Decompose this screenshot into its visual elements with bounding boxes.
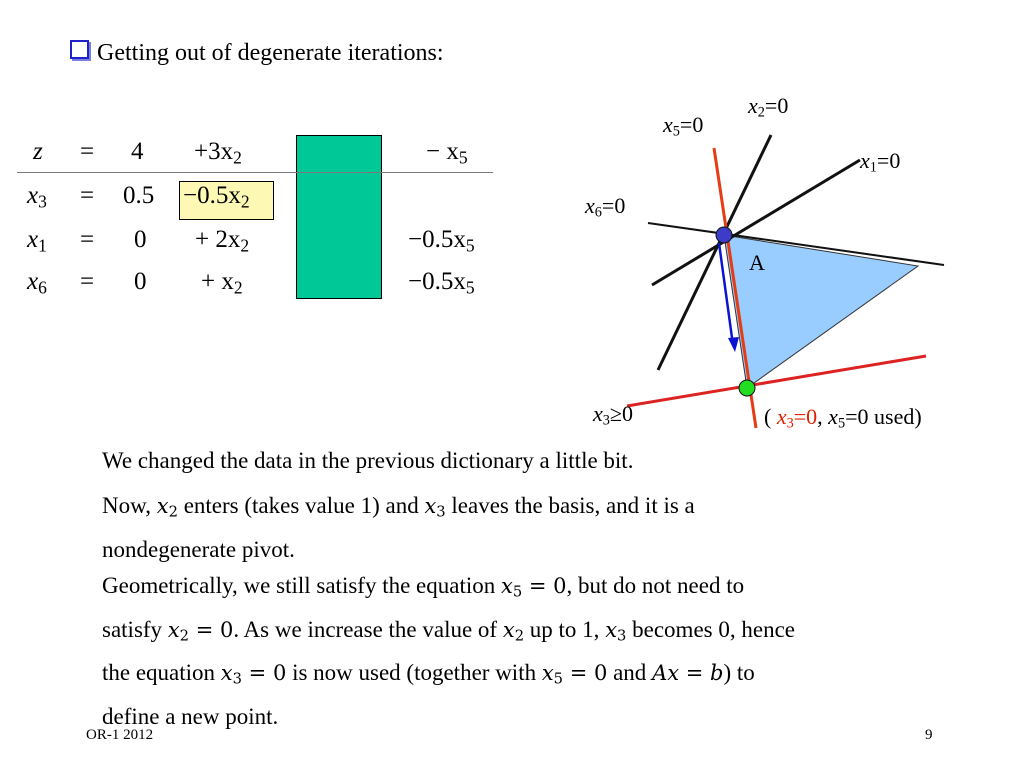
row-x3-const: 0.5 — [123, 182, 155, 209]
pivot-arrow-head — [728, 337, 739, 352]
label-point-a: A — [749, 250, 765, 275]
footer-course: OR-1 2012 — [86, 727, 154, 743]
row-x1-lhs: $x_1$ — [27, 226, 47, 256]
label-x3-geq-0: $x_3\ge 0$ — [593, 401, 633, 429]
label-x2-eq-0: $x_2=0$ — [748, 93, 789, 121]
slide-title-text: Getting out of degenerate iterations: — [97, 40, 444, 66]
row-x6-x5-term: $-0.5x_5$ — [408, 268, 475, 298]
row-x6-x2-term: + $x_2$ — [201, 268, 243, 298]
figure-caption: ( $x_3=0$, $x_5=0$ used) — [764, 404, 922, 432]
row-x1-const: 0 — [134, 226, 147, 253]
label-x1-eq-0: $x_1=0$ — [860, 148, 901, 176]
row-x1-x5-term: $-0.5x_5$ — [408, 226, 475, 256]
paragraph-2: Now, $x_2$ enters (takes value 1) and $x_3$ leaves the basis, and it is a nondegenerate pivot. — [102, 493, 695, 562]
row-z-x2-term: $+3x_2$ — [194, 138, 242, 168]
degenerate-point — [716, 227, 732, 243]
page-number: 9 — [925, 727, 933, 743]
row-x3-eq: = — [80, 182, 95, 209]
row-z-const: 4 — [131, 138, 144, 165]
label-x6-eq-0: $x_6=0$ — [585, 193, 626, 221]
row-x3-lhs: $x_3$ — [27, 182, 47, 212]
label-x5-eq-0: $x_5=0$ — [663, 112, 704, 140]
row-z-x5-term: − $x_5$ — [426, 138, 468, 168]
row-x1-x2-term: + $2x_2$ — [195, 226, 250, 256]
new-point — [739, 380, 755, 396]
row-x6-lhs: $x_6$ — [27, 268, 47, 298]
row-x6-const: 0 — [134, 268, 147, 295]
paragraph-1: We changed the data in the previous dictionary a little bit. — [102, 448, 634, 473]
paragraph-3: Geometrically, we still satisfy the equation $x_5 = 0$, but do not need to satisfy $x_2 = 0$. As we increase the value of $x_2$ up to 1, $x_3$ becomes 0, hence the equation $x_3 = 0$ is now used (together with $x_5 = 0$ and Ax = b) to define a new point. — [102, 573, 795, 730]
row-z-eq: = — [80, 138, 95, 165]
row-x6-eq: = — [80, 268, 95, 295]
row-z-lhs: z — [33, 138, 43, 165]
row-x1-eq: = — [80, 226, 95, 253]
row-x3-x2-term: $-0.5x_2$ — [183, 182, 250, 212]
